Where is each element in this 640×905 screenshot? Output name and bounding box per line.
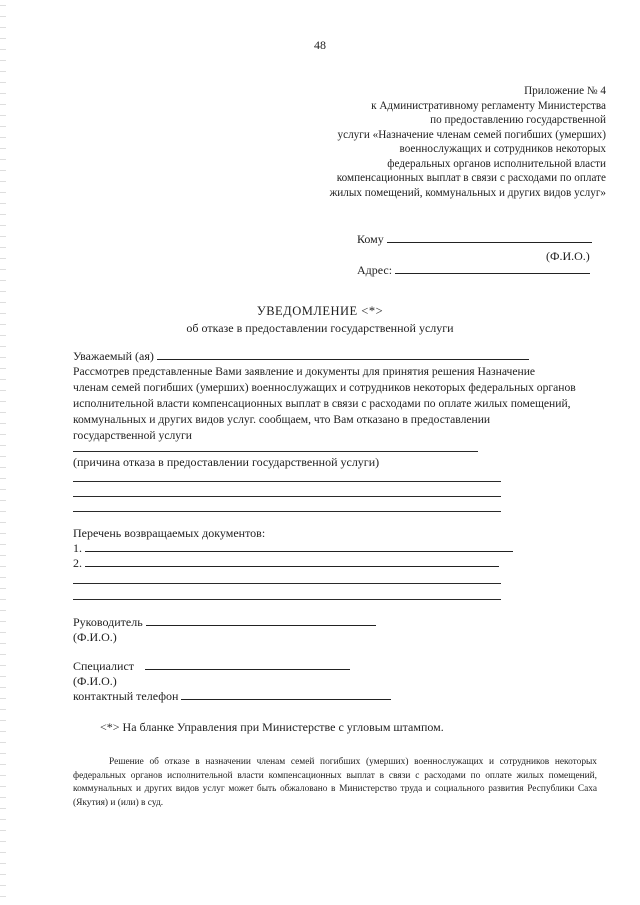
phone-blank[interactable] xyxy=(181,689,391,700)
specialist-fio: (Ф.И.О.) xyxy=(73,674,117,688)
appeal-note: Решение об отказе в назначении членам семей погибших (умерших) военнослужащих и сотрудников некоторых федеральных органов исполнительной власти компенсационных выплат в связи с расходами по оплате жилых помещений, коммунальных и других видов услуг может быть обжаловано в Министерство труда и социального развития Республики Саха (Якутия) и (или) в суд. xyxy=(73,757,597,808)
phone-label: контактный телефон xyxy=(73,689,179,703)
returned-doc-line[interactable] xyxy=(73,583,501,584)
body-line: членам семей погибших (умерших) военнослужащих и сотрудников некоторых федеральных органов xyxy=(73,381,576,394)
head-signature-field xyxy=(73,615,376,630)
greeting-blank[interactable] xyxy=(157,349,529,360)
address-field xyxy=(357,263,590,278)
appendix-line: жилых помещений, коммунальных и других видов услуг» xyxy=(329,186,606,199)
body-line: коммунальных и других видов услуг. сообщаем, что Вам отказано в предоставлении xyxy=(73,413,491,426)
to-field xyxy=(357,232,592,247)
appendix-line: военнослужащих и сотрудников некоторых xyxy=(399,143,606,155)
head-fio: (Ф.И.О.) xyxy=(73,630,117,644)
scan-edge xyxy=(0,0,6,905)
specialist-field xyxy=(73,659,350,674)
greeting-label: Уважаемый (ая) xyxy=(73,349,154,363)
appendix-line: федеральных органов исполнительной власти xyxy=(387,157,606,170)
to-fio-hint: (Ф.И.О.) xyxy=(546,249,590,263)
returned-doc-blank[interactable] xyxy=(85,541,513,552)
address-label: Адрес: xyxy=(357,263,393,277)
specialist-label: Специалист xyxy=(73,659,135,673)
refusal-reason-line[interactable] xyxy=(73,481,501,482)
document-subtitle: об отказе в предоставлении государственной услуги xyxy=(186,321,454,335)
returned-doc-blank[interactable] xyxy=(85,556,499,567)
head-label: Руководитель xyxy=(73,615,143,629)
refusal-reason-hint: (причина отказа в предоставлении государственной услуги) xyxy=(73,455,380,469)
body-line: государственной услуги xyxy=(73,429,193,442)
specialist-blank[interactable] xyxy=(145,659,350,670)
appendix-line: по предоставлению государственной xyxy=(430,114,606,126)
to-label: Кому xyxy=(357,232,384,246)
returned-docs-label: Перечень возвращаемых документов: xyxy=(73,526,266,540)
greeting-field xyxy=(73,349,529,364)
item-number: 2. xyxy=(73,556,82,570)
appendix-line: к Административному регламенту Министерства xyxy=(371,99,606,112)
returned-doc-line[interactable] xyxy=(73,599,501,600)
refusal-reason-line[interactable] xyxy=(73,496,501,497)
item-number: 1. xyxy=(73,541,82,555)
phone-field xyxy=(73,689,391,704)
appendix-line: компенсационных выплат в связи с расходами по оплате xyxy=(336,172,606,184)
returned-doc-item-1 xyxy=(73,541,513,556)
body-line: исполнительной власти компенсационных выплат в связи с расходами по оплате жилых помещений, xyxy=(73,397,571,410)
appendix-header xyxy=(276,84,606,200)
refusal-reason-line[interactable] xyxy=(73,451,478,452)
address-blank[interactable] xyxy=(395,263,590,274)
head-signature-blank[interactable] xyxy=(146,615,376,626)
appendix-line: услуги «Назначение членам семей погибших (умерших) xyxy=(337,128,606,141)
footnote: <*> На бланке Управления при Министерстве с угловым штампом. xyxy=(100,720,444,734)
body-line: Рассмотрев представленные Вами заявление и документы для принятия решения Назначение xyxy=(73,365,536,378)
returned-doc-item-2 xyxy=(73,556,499,571)
page-number: 48 xyxy=(314,38,326,52)
document-title: УВЕДОМЛЕНИЕ <*> xyxy=(256,304,384,318)
appendix-line: Приложение № 4 xyxy=(524,85,606,97)
refusal-reason-line[interactable] xyxy=(73,511,501,512)
body-paragraph xyxy=(73,364,596,444)
to-blank[interactable] xyxy=(387,232,592,243)
